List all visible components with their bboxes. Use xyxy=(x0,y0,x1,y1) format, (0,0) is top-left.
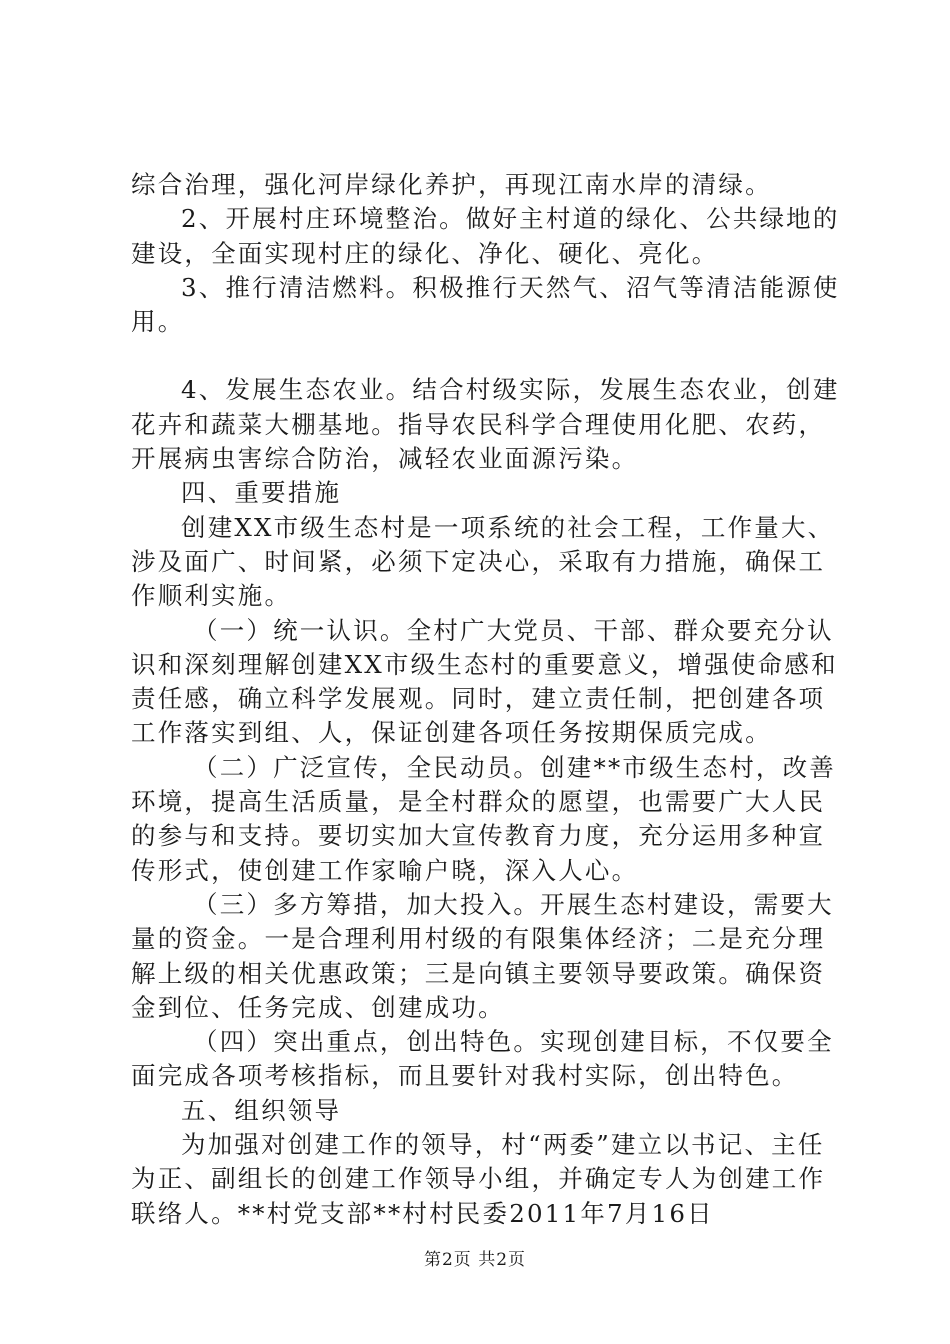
paragraph-measure-1: （一）统一认识。全村广大党员、干部、群众要充分认识和深刻理解创建XX市级生态村的重要意义，增强使命感和责任感，确立科学发展观。同时，建立责任制，把创建各项工作落实到组、人，保证创建各项任务按期保质完成。 xyxy=(131,615,838,748)
paragraph-measure-3: （三）多方筹措，加大投入。开展生态村建设，需要大量的资金。一是合理利用村级的有限集体经济；二是充分理解上级的相关优惠政策；三是向镇主要领导要政策。确保资金到位、任务完成、创建成功。 xyxy=(131,889,834,1022)
paragraph-measure-2: （二）广泛宣传，全民动员。创建**市级生态村，改善环境，提高生活质量，是全村群众的愿望，也需要广大人民的参与和支持。要切实加大宣传教育力度，充分运用多种宣传形式，使创建工作家喻户晓，深入人心。 xyxy=(131,752,836,885)
paragraph-item-4: 4、发展生态农业。结合村级实际，发展生态农业，创建花卉和蔬菜大棚基地。指导农民科学合理使用化肥、农药，开展病虫害综合防治，减轻农业面源污染。 xyxy=(131,375,840,474)
paragraph-item-2: 2、开展村庄环境整治。做好主村道的绿化、公共绿地的建设，全面实现村庄的绿化、净化、硬化、亮化。 xyxy=(131,204,840,268)
section-heading-leadership: 五、组织领导 xyxy=(181,1095,342,1125)
paragraph-leadership: 为加强对创建工作的领导，村“两委”建立以书记、主任为正、副组长的创建工作领导小组，并确定专人为创建工作联络人。**村党支部**村村民委2011年7月16日 xyxy=(131,1130,826,1228)
paragraph-measures-intro: 创建XX市级生态村是一项系统的社会工程，工作量大、涉及面广、时间紧，必须下定决心，采取有力措施，确保工作顺利实施。 xyxy=(131,512,835,611)
paragraph-measure-4: （四）突出重点，创出特色。实现创建目标，不仅要全面完成各项考核指标，而且要针对我村实际，创出特色。 xyxy=(131,1027,834,1091)
section-heading-measures: 四、重要措施 xyxy=(181,478,342,508)
page-number-footer: 第2页 共2页 xyxy=(423,1250,527,1270)
paragraph-continuation: 综合治理，强化河岸绿化养护，再现江南水岸的清绿。 xyxy=(131,170,772,199)
paragraph-item-3: 3、推行清洁燃料。积极推行天然气、沼气等清洁能源使用。 xyxy=(131,272,840,337)
document-body xyxy=(131,168,841,1231)
